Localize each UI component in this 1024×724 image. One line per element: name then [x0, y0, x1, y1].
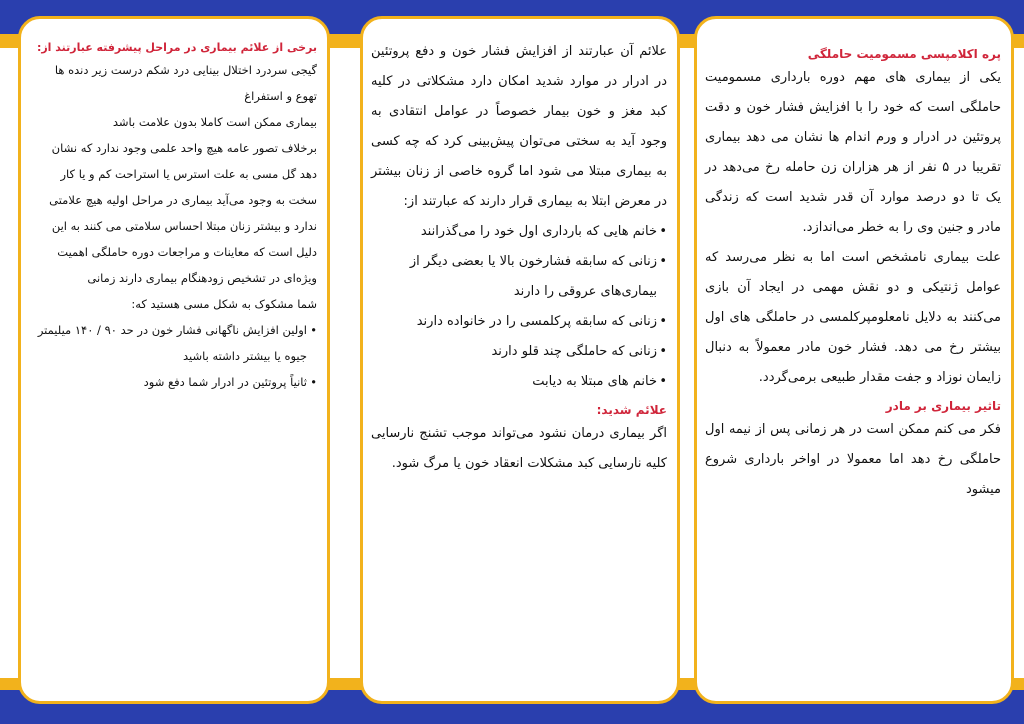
symptoms-intro: علائم آن عبارتند از افزایش فشار خون و دفع پروتئین در ادرار در موارد شدید امکان دارد مشکلاتی در کلیه کبد مغز و خون بیمار خصوصاً در عوامل انتقادی به وجود آید به سختی می‌توان پیش‌بینی کرد که چه کسی به بیماری مبتلا می شود اما گروه خاصی از زنان بیشتر در معرض ابتلا به بیماری قرار دارند که عبارتند از: — [371, 44, 667, 209]
text-line: ندارد و بیشتر زنان مبتلا احساس سلامتی می کنند به این — [51, 219, 317, 233]
text-line: دهد گل مسی به علت استرس یا استراحت کم و یا کار — [60, 167, 317, 181]
text-line: تهوع و استفراغ — [244, 89, 317, 103]
text-line: گیجی سردرد اختلال بینایی درد شکم درست زیر دنده ها — [54, 63, 317, 77]
text-line: سخت به وجود می‌آید بیماری در مراحل اولیه هیچ علامتی — [49, 193, 317, 207]
advanced-symptoms-heading: برخی از علائم بیماری در مراحل پیشرفته عبارتند از: — [36, 41, 317, 54]
left-panel-content — [29, 39, 317, 395]
list-item: • زنانی که سابقه پرکلمسی را در خانواده دارند — [371, 307, 667, 337]
right-panel — [694, 16, 1014, 704]
advanced-symptoms-text — [29, 57, 317, 317]
middle-panel-content — [371, 37, 667, 479]
effect-on-mother-text: فکر می کنم ممکن است در هر زمانی پس از نیمه اول حاملگی رخ دهد اما معمولا در اواخر بارداری شروع میشود — [705, 422, 1001, 497]
risk-group-list — [371, 217, 667, 397]
text-line: برخلاف تصور عامه هیچ واحد علمی وجود ندارد که نشان — [51, 141, 317, 155]
list-item: • خانم هایی که بارداری اول خود را می‌گذرانند — [371, 217, 667, 247]
text-line: شما مشکوک به شکل مسی هستید که: — [131, 297, 317, 311]
preeclampsia-heading: پره اکلامپسی مسمومیت حاملگی — [807, 47, 1001, 61]
list-item: • خانم های مبتلا به دیابت — [371, 367, 667, 397]
text-line: دلیل است که معاینات و مراجعات دوره حاملگی اهمیت — [57, 245, 317, 259]
cause-paragraph: علت بیماری نامشخص است اما به نظر می‌رسد که عوامل ژنتیکی و دو نقش مهمی در ایجاد آن بازی می‌کنند به دلایل نامعلومپرکلمسی در حاملگی های اول بیشتر رخ می دهد. فشار خون مادر معمولاً به دنبال زایمان نوزاد و جفت مقدار طبیعی برمی‌گردد. — [705, 250, 1001, 385]
severe-symptoms-text: اگر بیماری درمان نشود می‌تواند موجب تشنج نارسایی کلیه نارسایی کبد مشکلات انعقاد خون یا مرگ شود. — [371, 426, 667, 471]
right-panel-content — [705, 45, 1001, 505]
text-line: ویژه‌ای در تشخیص زودهنگام بیماری دارند زمانی — [87, 271, 317, 285]
middle-panel — [360, 16, 680, 704]
text-line: بیماری ممکن است کاملا بدون علامت باشد — [112, 115, 317, 129]
preeclampsia-intro: یکی از بیماری های مهم دوره بارداری مسمومیت حاملگی است که خود را با افزایش فشار خون و دقت پروتئین در ادرار و ورم اندام ها نشان می دهد بیماری تقریبا در ۵ نفر از هر هزاران زن حامله رخ می‌دهد در یک تا دو درصد موارد آن قدر شدید است که زندگی مادر و جنین وی را به خطر می‌اندازد. — [705, 70, 1001, 235]
suspicion-criteria-list — [29, 317, 317, 395]
list-item: • زنانی که سابقه فشارخون بالا یا بعضی دیگر از بیماری‌های عروقی را دارند — [371, 247, 667, 307]
severe-symptoms-heading: علائم شدید: — [596, 403, 667, 417]
effect-on-mother-heading: تاثیر بیماری بر مادر — [885, 399, 1001, 413]
list-item: • زنانی که حاملگی چند قلو دارند — [371, 337, 667, 367]
left-panel — [18, 16, 330, 704]
list-item: • اولین افزایش ناگهانی فشار خون در حد ۹۰ / ۱۴۰ میلیمتر جیوه یا بیشتر داشته باشید — [29, 317, 317, 369]
list-item: • ثانیاً پروتئین در ادرار شما دفع شود — [29, 369, 317, 395]
